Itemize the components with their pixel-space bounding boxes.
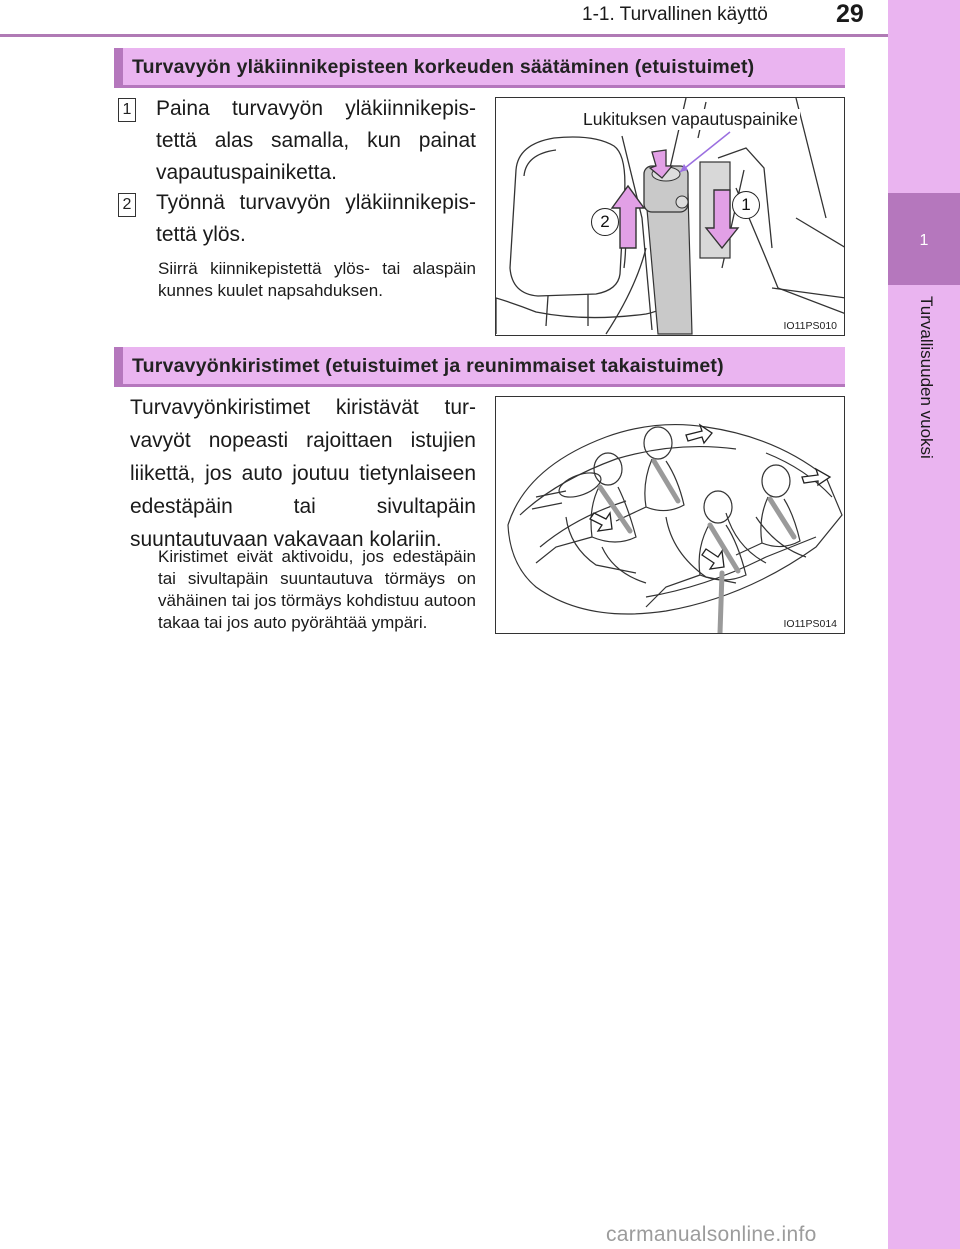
header-rule: [0, 34, 888, 37]
pretensioner-figure: [495, 396, 845, 634]
watermark: carmanualsonline.info: [606, 1223, 817, 1246]
note-text-2: Kiristimet eivät aktivoidu, jos edestäpäin tai sivultapäin suuntautuva törmäys on vähäinen tai jos törmäys kohdistuu autoon takaa tai jos auto pyörähtää ympäri.: [158, 547, 476, 632]
step-text-1: Paina turvavyön yläkiinnikepistettä alas samalla, kun painat vapautuspainiketta.: [156, 97, 476, 184]
release-button-label: Lukituksen vapautuspainike: [583, 109, 799, 129]
figure-code: IO11PS014: [783, 618, 837, 630]
pretensioner-body-text: Turvavyönkiristimet kiristävät turvavyöt nopeasti rajoittaen istujien liikettä, jos auto joutuu tietynlaiseen edestäpäin tai sivultapäin suuntautuvaan vakavaan kolariin.: [130, 396, 476, 551]
note-text-1: Siirrä kiinnikepistettä ylös- tai alaspäin kunnes kuulet napsahduksen.: [158, 259, 476, 300]
seatbelt-anchor-figure: [495, 97, 845, 336]
chapter-tab-number: 1: [919, 232, 929, 249]
section-heading-belt-anchor: [114, 48, 845, 88]
step-number-1: 1: [118, 98, 136, 122]
section-title: Turvavyönkiristimet (etuistuimet ja reunimmaiset takaistuimet): [132, 355, 724, 377]
marker-2-circle: 2: [591, 208, 619, 236]
page-number: 29: [836, 0, 864, 28]
chapter-tab-column: [888, 0, 960, 1249]
figure-code: IO11PS010: [783, 320, 837, 332]
section-title: Turvavyön yläkiinnikepisteen korkeuden säätäminen (etuistuimet): [132, 56, 755, 78]
step-number-2: 2: [118, 193, 136, 217]
pretensioner-illustration: [496, 397, 845, 634]
chapter-heading: 1-1. Turvallinen käyttö: [582, 4, 768, 25]
seatbelt-anchor-illustration: [496, 98, 845, 336]
section-heading-pretensioners: [114, 347, 845, 387]
step-text-2: Työnnä turvavyön yläkiinnikepistettä ylös.: [156, 191, 476, 246]
chapter-tab-title: Turvallisuuden vuoksi: [917, 296, 936, 459]
marker-1-circle: 1: [732, 191, 760, 219]
